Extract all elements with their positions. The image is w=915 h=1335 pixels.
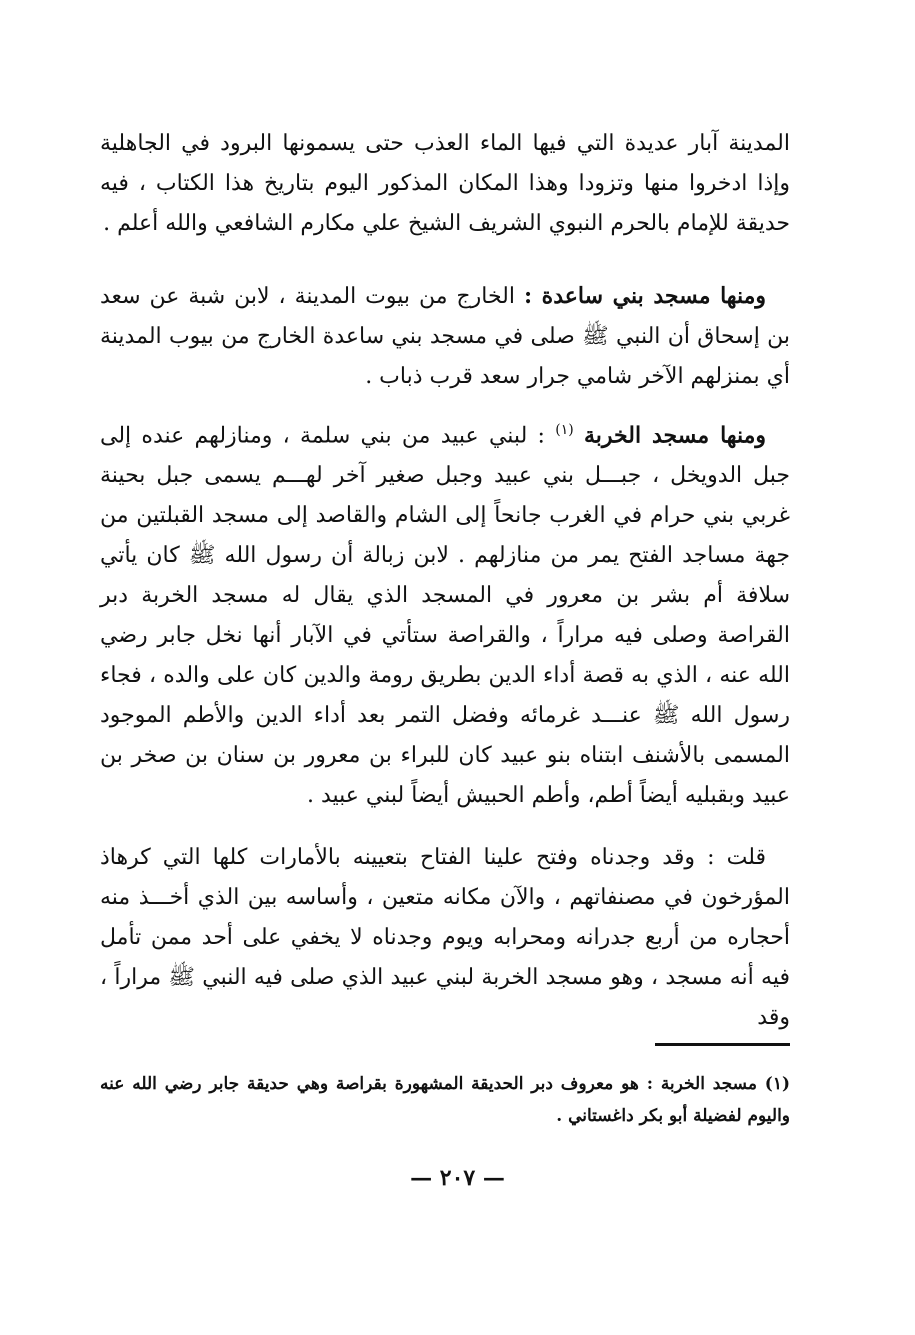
paragraph-2-text: الخارج من بيوت المدينة ، لابن شبة عن سعد بن إسحاق أن النبي ﷺ صلى في مسجد بني ساعدة الخارج من بيوب المدينة أي بمنزلهم الآخر شامي جرار سعد قرب ذباب . (100, 284, 790, 389)
paragraph-4 (100, 838, 790, 1038)
paragraph-3-body (100, 410, 790, 816)
paragraph-2 (100, 276, 790, 397)
paragraph-2-heading: ومنها مسجد بني ساعدة : (523, 283, 766, 309)
paragraph-4-text: قلت : وقد وجدناه وفتح علينا الفتاح بتعيينه بالأمارات كلها التي كرهاذ المؤرخون في مصنفاتهم ، والآن مكانه متعين ، وأساسه بين الذي أخـــذ منه أحجاره من أربع جدرانه ومحرابه ويوم وجدناه لا يخفي على أحد ممن تأمل فيه أنه مسجد ، وهو مسجد الخربة لبني عبيد الذي صلى فيه النبي ﷺ مراراً ، وقد (100, 845, 790, 1030)
footnote (100, 1068, 790, 1132)
paragraph-1-text: المدينة آبار عديدة التي فيها الماء العذب حتى يسمونها البرود في الجاهلية وإذا ادخروا منها وتزودا وهذا المكان المذكور اليوم بتاريخ هذا الكتاب ، فيه حديقة للإمام بالحرم النبوي الشريف الشيخ علي مكارم الشافعي والله أعلم . (100, 131, 790, 236)
paragraph-4-body (100, 838, 790, 1038)
footnote-marker: (١) (555, 422, 574, 438)
paragraph-3-text: : لبني عبيد من بني سلمة ، ومنازلهم عنده إلى جبل الدويخل ، جبـــل بني عبيد وجبل صغير آخر لهـــم يسمى جبل بحينة غربي بني حرام في الغرب جانحاً إلى الشام والقاصد إلى مسجد القبلتين من جهة مساجد الفتح يمر من منازلهم . لابن زبالة أن رسول الله ﷺ كان يأتي سلافة أم بشر بن معرور في المسجد الذي يقال له مسجد الخربة دبر القراصة وصلى فيه مراراً ، والقراصة ستأتي في الآبار أنها نخل جابر رضي الله عنه ، الذي به قصة أداء الدين بطريق رومة والدين كان على والده ، فجاء رسول الله ﷺ عنـــد غرمائه وفضل التمر بعد أداء الدين والأطم الموجود المسمى بالأشنف ابتناه بنو عبيد كان للبراء بن معرور بن سنان بن صخر بن عبيد وبقبليه أيضاً أطم، وأطم الحبيش أيضاً لبني عبيد . (100, 423, 790, 809)
paragraph-3-heading: ومنها مسجد الخربة (583, 422, 766, 449)
page-number: — ٢٠٧ — (410, 1165, 505, 1191)
paragraph-2-body (100, 276, 790, 397)
footnote-divider (655, 1043, 790, 1046)
paragraph-3 (100, 410, 790, 816)
paragraph-1 (100, 124, 790, 244)
footnote-text: (١) مسجد الخربة : هو معروف دبر الحديقة المشهورة بقراصة وهي حديقة جابر رضي الله عنه واليوم لفضيلة أبو بكر داغستاني . (100, 1074, 790, 1126)
